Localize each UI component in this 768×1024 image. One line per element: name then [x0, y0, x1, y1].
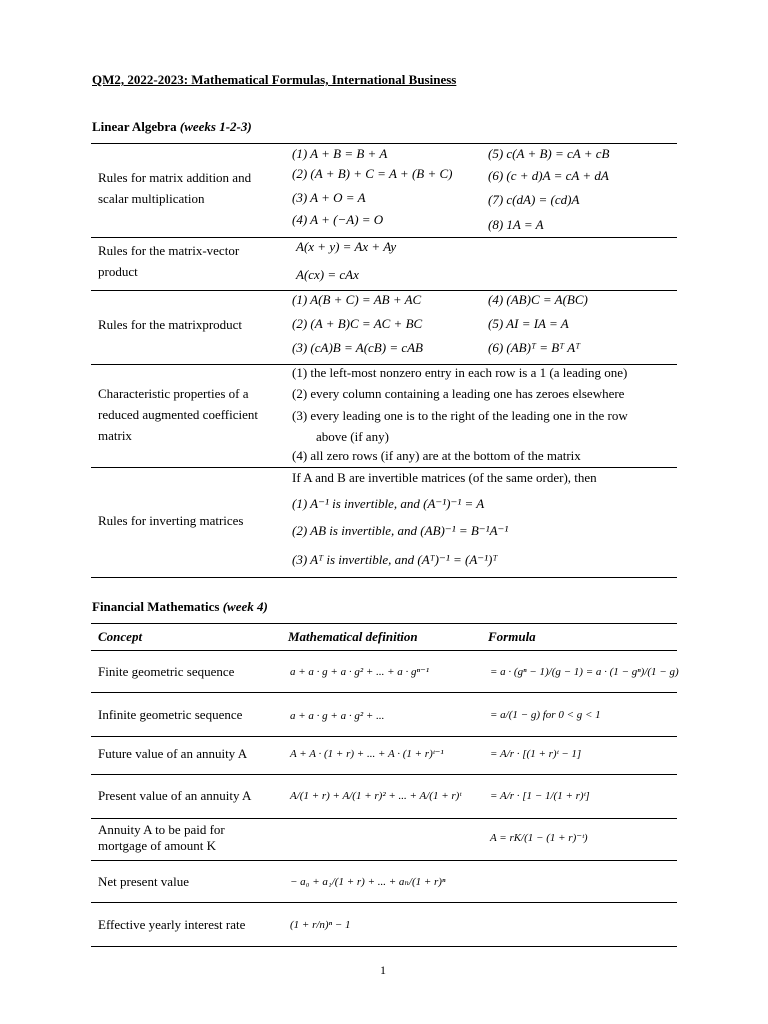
rule-item: (1) A + B = B + A: [292, 146, 388, 161]
table-rule: [91, 736, 677, 737]
section-weeks: (weeks 1-2-3): [179, 119, 252, 134]
property-item: (3) every leading one is to the right of the leading one in the row: [292, 408, 628, 423]
property-item: above (if any): [316, 429, 389, 444]
definition-cell: a + a · g + a · g² + ... + a · gⁿ⁻¹: [290, 666, 430, 678]
definition-cell: a + a · g + a · g² + ...: [290, 710, 385, 722]
rule-item: (5) AI = IA = A: [488, 316, 569, 331]
rule-item: (2) (A + B) + C = A + (B + C): [292, 166, 453, 181]
rule-item: (1) A(B + C) = AB + AC: [292, 292, 422, 307]
financial-heading: [92, 599, 268, 615]
header-concept: Concept: [98, 629, 143, 644]
rule-item: (7) c(dA) = (cd)A: [488, 192, 580, 207]
row-label-reduced-matrix: Characteristic properties of a reduced augmented coefficient matrix: [98, 386, 259, 443]
row-label-matrix-vector: Rules for the matrix-vector product: [98, 243, 240, 279]
rule-item: (5) c(A + B) = cA + cB: [488, 146, 610, 161]
page-number: 1: [380, 963, 386, 977]
rule-item: A(cx) = cAx: [296, 267, 359, 282]
rule-item: (6) (c + d)A = cA + dA: [488, 168, 609, 183]
inverse-item: (1) A⁻¹ is invertible, and (A⁻¹)⁻¹ = A: [292, 496, 485, 511]
formula-cell: = A/r · [1 − 1/(1 + r)ᵗ]: [490, 790, 590, 802]
concept-cell: Present value of an annuity A: [98, 788, 252, 803]
definition-cell: − a₀ + a₁/(1 + r) + ... + aₙ/(1 + r)ⁿ: [290, 876, 446, 888]
table-rule: [91, 860, 677, 861]
table-rule: [91, 946, 677, 947]
rule-item: (4) (AB)C = A(BC): [488, 292, 588, 307]
row-label-matrix-addition: Rules for matrix addition and scalar multiplication: [98, 170, 252, 206]
table-rule: [91, 237, 677, 238]
formula-cell: = a · (gⁿ − 1)/(g − 1) = a · (1 − gⁿ)/(1 − g): [490, 666, 679, 678]
definition-cell: (1 + r/n)ⁿ − 1: [290, 919, 351, 931]
rule-item: (3) A + O = A: [292, 190, 366, 205]
page-title: QM2, 2022-2023: Mathematical Formulas, International Business: [92, 72, 457, 87]
concept-cell: Future value of an annuity A: [98, 746, 248, 761]
concept-cell: Effective yearly interest rate: [98, 917, 246, 932]
definition-cell: A/(1 + r) + A/(1 + r)² + ... + A/(1 + r)ᵗ: [290, 790, 462, 802]
concept-cell: Net present value: [98, 874, 189, 889]
concept-cell: Finite geometric sequence: [98, 664, 235, 679]
definition-cell: A + A · (1 + r) + ... + A · (1 + r)ᵗ⁻¹: [290, 748, 444, 760]
table-rule: [91, 467, 677, 468]
property-item: (1) the left-most nonzero entry in each row is a 1 (a leading one): [292, 365, 628, 380]
row-label-inverting: Rules for inverting matrices: [98, 513, 244, 528]
rule-item: (6) (AB)ᵀ = Bᵀ Aᵀ: [488, 340, 581, 355]
section-weeks: (week 4): [222, 599, 268, 614]
table-rule: [91, 818, 677, 819]
concept-cell: Infinite geometric sequence: [98, 707, 243, 722]
table-rule: [91, 290, 677, 291]
inverse-item: (2) AB is invertible, and (AB)⁻¹ = B⁻¹A⁻¹: [292, 523, 509, 538]
rule-item: (2) (A + B)C = AC + BC: [292, 316, 423, 331]
rule-item: (8) 1A = A: [488, 217, 544, 232]
property-item: (4) all zero rows (if any) are at the bottom of the matrix: [292, 448, 581, 463]
rule-item: (3) (cA)B = A(cB) = cAB: [292, 340, 423, 355]
table-rule: [91, 650, 677, 651]
table-rule: [91, 774, 677, 775]
property-item: (2) every column containing a leading one has zeroes elsewhere: [292, 386, 625, 401]
table-rule: [91, 902, 677, 903]
rule-item: A(x + y) = Ax + Ay: [296, 239, 397, 254]
formula-cell: A = rK/(1 − (1 + r)⁻ᵗ): [490, 832, 588, 844]
header-formula: Formula: [488, 629, 536, 644]
table-rule: [91, 623, 677, 624]
inverse-intro: If A and B are invertible matrices (of the same order), then: [292, 470, 597, 485]
linear-algebra-heading: [92, 119, 252, 135]
table-rule: [91, 577, 677, 578]
table-rule: [91, 692, 677, 693]
row-label-matrixproduct: Rules for the matrixproduct: [98, 317, 243, 332]
section-title: Linear Algebra: [92, 119, 177, 134]
formula-cell: = A/r · [(1 + r)ᵗ − 1]: [490, 748, 582, 760]
table-rule: [91, 143, 677, 144]
formula-cell: = a/(1 − g) for 0 < g < 1: [490, 709, 601, 721]
inverse-item: (3) Aᵀ is invertible, and (Aᵀ)⁻¹ = (A⁻¹)ᵀ: [292, 552, 498, 567]
section-title: Financial Mathematics: [92, 599, 220, 614]
header-definition: Mathematical definition: [288, 629, 418, 644]
concept-cell: Annuity A to be paid for mortgage of amount K: [98, 822, 225, 853]
rule-item: (4) A + (−A) = O: [292, 212, 384, 227]
